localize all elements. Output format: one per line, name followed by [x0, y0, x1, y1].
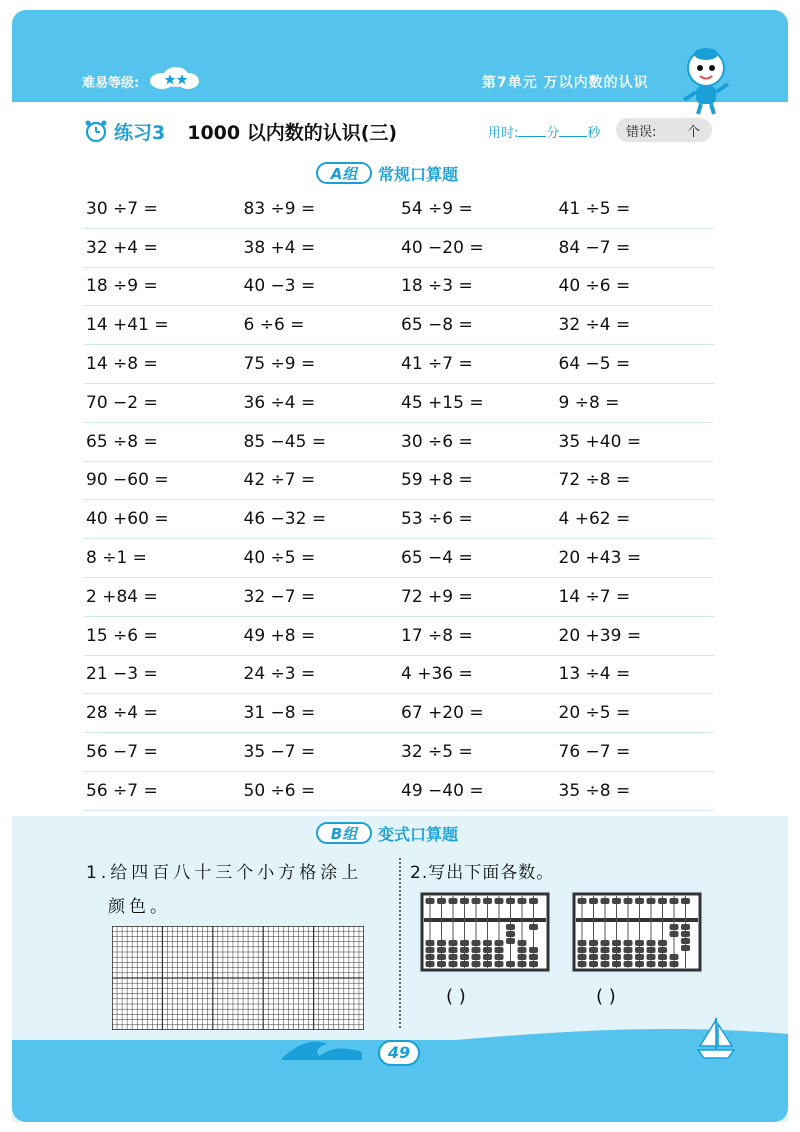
question-2: 2.写出下面各数。 — [410, 863, 555, 883]
calc-problem[interactable]: 32 +4 = — [86, 237, 158, 258]
unit-title: 第7单元 万以内数的认识 — [482, 75, 649, 91]
calc-problem[interactable]: 76 −7 = — [558, 742, 631, 763]
calc-problem[interactable]: 2 +84 = — [86, 586, 158, 607]
calc-problem[interactable]: 83 ÷9 = — [243, 198, 316, 219]
calc-row — [84, 656, 714, 695]
calc-problem[interactable]: 40 −20 = — [401, 237, 484, 258]
group-a-badge: A组 — [316, 162, 372, 184]
calc-problem[interactable]: 49 +8 = — [243, 625, 316, 646]
calc-problem[interactable]: 50 ÷6 = — [243, 780, 316, 801]
calc-problem[interactable]: 17 ÷8 = — [401, 625, 473, 646]
calc-problem[interactable]: 9 ÷8 = — [558, 392, 620, 413]
error-label: 错误: — [626, 125, 657, 140]
calc-problem[interactable]: 14 ÷8 = — [86, 354, 158, 375]
question-1-line-1: 1.给四百八十三个小方格涂上 — [86, 863, 363, 883]
calc-problem[interactable]: 65 −8 = — [401, 315, 473, 336]
calc-problem[interactable]: 72 +9 = — [401, 586, 473, 607]
time-prefix: 用时: — [488, 126, 519, 141]
section-divider — [399, 858, 401, 1028]
difficulty-label: 难易等级: — [82, 76, 140, 91]
calc-problem[interactable]: 4 +36 = — [401, 664, 473, 685]
group-a-name: 常规口算题 — [378, 164, 459, 184]
calc-row — [84, 694, 714, 733]
calc-problem[interactable]: 18 ÷9 = — [86, 276, 158, 297]
calc-problem[interactable]: 4 +62 = — [558, 509, 631, 530]
calc-problem[interactable]: 40 ÷5 = — [243, 548, 316, 569]
minutes-blank[interactable] — [518, 136, 546, 137]
calc-problem[interactable]: 59 +8 = — [401, 470, 473, 491]
lesson-title: 1000 以内数的认识(三) — [187, 121, 398, 144]
calc-row — [84, 462, 714, 501]
wave-splash-icon — [282, 1034, 362, 1060]
calc-row — [84, 190, 714, 229]
time-spent-field — [488, 122, 600, 141]
calc-row — [84, 733, 714, 772]
calc-problem[interactable]: 75 ÷9 = — [243, 354, 316, 375]
calc-problem[interactable]: 40 ÷6 = — [558, 276, 631, 297]
page-number: 49 — [378, 1040, 420, 1066]
calc-problem[interactable]: 8 ÷1 = — [86, 548, 147, 569]
calc-problem[interactable]: 40 +60 = — [86, 509, 169, 530]
calc-problem[interactable]: 28 ÷4 = — [86, 703, 158, 724]
minutes-label: 分 — [546, 126, 560, 141]
calc-problem[interactable]: 56 −7 = — [86, 742, 158, 763]
calc-problem[interactable]: 85 −45 = — [243, 431, 327, 452]
calc-row — [84, 229, 714, 268]
calc-row — [84, 423, 714, 462]
calc-row — [84, 306, 714, 345]
calc-problem[interactable]: 64 −5 = — [558, 354, 631, 375]
calc-problem[interactable]: 14 +41 = — [86, 315, 169, 336]
calc-row — [84, 384, 714, 423]
calc-problem[interactable]: 49 −40 = — [401, 780, 484, 801]
calc-problem[interactable]: 18 ÷3 = — [401, 276, 473, 297]
lesson-title-row — [84, 118, 397, 144]
lesson-label: 练习3 — [114, 121, 166, 144]
calc-problem[interactable]: 35 ÷8 = — [558, 780, 631, 801]
answer-blank-right[interactable]: ( ) — [596, 986, 616, 1007]
calc-row — [84, 617, 714, 656]
calc-problem[interactable]: 14 ÷7 = — [558, 586, 631, 607]
calc-problem[interactable]: 65 ÷8 = — [86, 431, 158, 452]
calc-problem[interactable]: 36 ÷4 = — [243, 392, 316, 413]
sailboat-icon — [692, 1014, 740, 1062]
calc-problem[interactable]: 45 +15 = — [401, 392, 484, 413]
calc-problem[interactable]: 38 +4 = — [243, 237, 316, 258]
calc-problem[interactable]: 30 ÷6 = — [401, 431, 473, 452]
calc-problem[interactable]: 42 ÷7 = — [243, 470, 316, 491]
calc-problem[interactable]: 32 ÷4 = — [558, 315, 631, 336]
calc-problem[interactable]: 41 ÷5 = — [558, 198, 631, 219]
calc-row — [84, 578, 714, 617]
coloring-grid[interactable] — [112, 926, 364, 1030]
calc-problem[interactable]: 56 ÷7 = — [86, 780, 158, 801]
abacus-left-icon — [420, 892, 550, 972]
calc-problem[interactable]: 90 −60 = — [86, 470, 169, 491]
calc-problem[interactable]: 35 +40 = — [558, 431, 642, 452]
calc-problem[interactable]: 67 +20 = — [401, 703, 484, 724]
calc-problem[interactable]: 20 ÷5 = — [558, 703, 631, 724]
cloud-stars-icon — [148, 66, 200, 90]
calc-problem[interactable]: 65 −4 = — [401, 548, 473, 569]
calc-row — [84, 500, 714, 539]
seconds-blank[interactable] — [559, 136, 587, 137]
error-count-box[interactable] — [616, 118, 712, 142]
calc-problem[interactable]: 35 −7 = — [243, 742, 316, 763]
answer-blank-left[interactable]: ( ) — [446, 986, 466, 1007]
calc-problem[interactable]: 32 −7 = — [243, 586, 316, 607]
calc-problem[interactable]: 6 ÷6 = — [243, 315, 305, 336]
calc-problem[interactable]: 20 +43 = — [558, 548, 642, 569]
calc-problem[interactable]: 41 ÷7 = — [401, 354, 473, 375]
calc-problem[interactable]: 32 ÷5 = — [401, 742, 473, 763]
calc-problem[interactable]: 54 ÷9 = — [401, 198, 473, 219]
question-1-line-2: 颜色。 — [108, 897, 171, 917]
calc-problem[interactable]: 30 ÷7 = — [86, 198, 158, 219]
calc-problem[interactable]: 13 ÷4 = — [558, 664, 631, 685]
group-b-banner — [316, 820, 458, 846]
calc-problem[interactable]: 31 −8 = — [243, 703, 316, 724]
question-1 — [86, 856, 386, 924]
group-b-name: 变式口算题 — [378, 824, 459, 844]
calc-problem[interactable]: 46 −32 = — [243, 509, 327, 530]
error-unit: 个 — [686, 125, 700, 140]
mental-math-grid — [84, 190, 714, 811]
seconds-label: 秒 — [587, 126, 601, 141]
calc-row — [84, 539, 714, 578]
calc-problem[interactable]: 20 +39 = — [558, 625, 642, 646]
calc-problem[interactable]: 40 −3 = — [243, 276, 316, 297]
group-a-banner — [316, 160, 458, 186]
calc-problem[interactable]: 21 −3 = — [86, 664, 158, 685]
calc-problem[interactable]: 15 ÷6 = — [86, 625, 158, 646]
calc-row — [84, 345, 714, 384]
mascot-character-icon — [676, 44, 736, 116]
calc-problem[interactable]: 84 −7 = — [558, 237, 631, 258]
calc-problem[interactable]: 24 ÷3 = — [243, 664, 316, 685]
group-b-badge: B组 — [316, 822, 372, 844]
abacus-right-icon — [572, 892, 702, 972]
calc-row — [84, 268, 714, 307]
calc-problem[interactable]: 70 −2 = — [86, 392, 158, 413]
calc-problem[interactable]: 72 ÷8 = — [558, 470, 631, 491]
calc-row — [84, 772, 714, 811]
calc-problem[interactable]: 53 ÷6 = — [401, 509, 473, 530]
alarm-clock-icon — [84, 119, 108, 143]
